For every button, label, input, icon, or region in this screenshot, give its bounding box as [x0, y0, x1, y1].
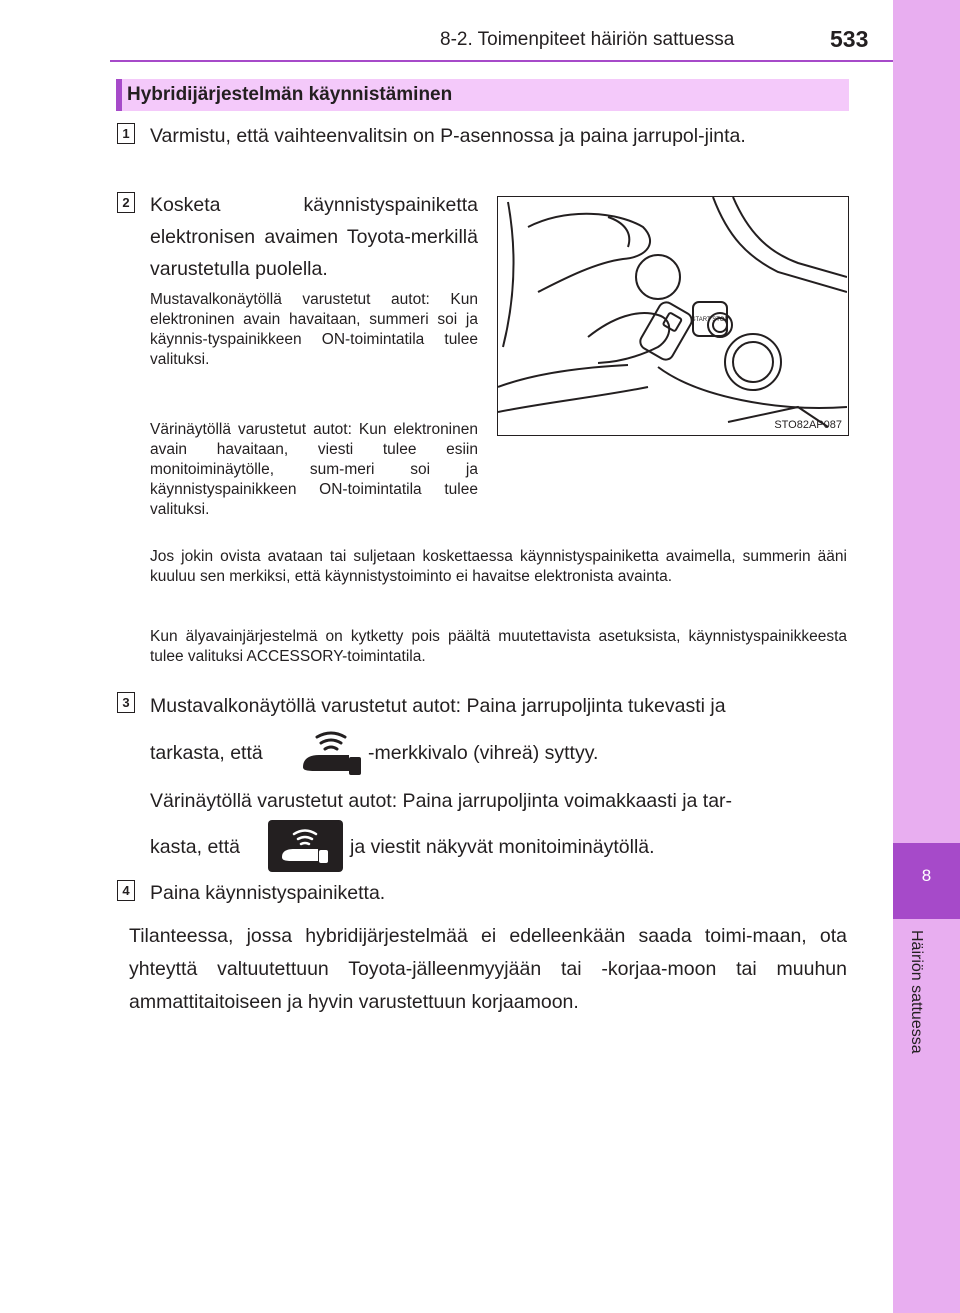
header-rule [110, 60, 893, 62]
step-3-line-4-end: ja viestit näkyvät monitoiminäytöllä. [350, 836, 655, 858]
step-3-line-1: Mustavalkonäytöllä varustetut autot: Paina jarrupoljinta tukevasti ja [150, 695, 726, 717]
step-2-note-bw: Mustavalkonäytöllä varustetut autot: Kun elektroninen avain havaitaan, summeri soi ja käynnis-tyspainikkeen ON-toimintatila tulee valituksi. [150, 291, 478, 368]
key-indicator-icon [297, 731, 365, 775]
running-header: 8-2. Toimenpiteet häiriön sattuessa [440, 29, 735, 50]
closing-paragraph: Tilanteessa, jossa hybridijärjestelmää ei edelleenkään saada toimi-maan, ota yhteyttä valtuutettuun Toyota-jälleenmyyjään tai -korjaa-moon tai muuhun ammattitaitoiseen ja hyvin varustettuun korjaamoon. [129, 925, 847, 1013]
step-badge-2: 2 [117, 192, 135, 213]
chapter-label: Häiriön sattuessa [908, 930, 925, 1054]
chapter-number: 8 [921, 866, 932, 885]
step-3-line-4-start: kasta, että [150, 836, 240, 858]
step-3-line-3: Värinäytöllä varustetut autot: Paina jarrupoljinta voimakkaasti ja tar- [150, 790, 733, 812]
step-badge-3: 3 [117, 692, 135, 713]
step-badge-1: 1 [117, 123, 135, 144]
illustration-code: STO82AP087 [774, 419, 842, 431]
hand-key-drawing [498, 197, 847, 434]
step-badge-4: 4 [117, 880, 135, 901]
step-4-text: Paina käynnistyspainiketta. [150, 882, 386, 904]
start-stop-label: START STOP [691, 317, 729, 323]
chapter-sidebar [893, 0, 960, 1313]
section-title: Hybridijärjestelmän käynnistäminen [127, 84, 453, 105]
step-3-line-2-start: tarkasta, että [150, 742, 263, 764]
step-2-note-accessory: Kun älyavainjärjestelmä on kytketty pois päältä muutettavista asetuksista, käynnistyspainikkeesta tulee valituksi ACCESSORY-toimintatila. [150, 628, 847, 665]
step-2-note-color: Värinäytöllä varustetut autot: Kun elektroninen avain havaitaan, viesti tulee esiin monitoiminäytölle, sum-meri soi ja käynnistyspainikkeen ON-toimintatila tulee valituksi. [150, 421, 478, 518]
key-indicator-dark-icon [268, 820, 343, 872]
step-2-text: Kosketa käynnistyspainiketta elektronisen avaimen Toyota-merkillä varustetulla puolella. [150, 194, 478, 280]
step-1-text: Varmistu, että vaihteenvalitsin on P-asennossa ja paina jarrupol-jinta. [150, 125, 746, 147]
step-3-line-2-end: -merkkivalo (vihreä) syttyy. [368, 742, 599, 764]
step-2-note-door: Jos jokin ovista avataan tai suljetaan koskettaessa käynnistyspainiketta avaimella, summerin ääni kuuluu sen merkiksi, että käynnistystoiminto ei havaitse elektronista avainta. [150, 548, 847, 585]
start-button-illustration [497, 196, 849, 436]
page-number: 533 [830, 26, 869, 52]
